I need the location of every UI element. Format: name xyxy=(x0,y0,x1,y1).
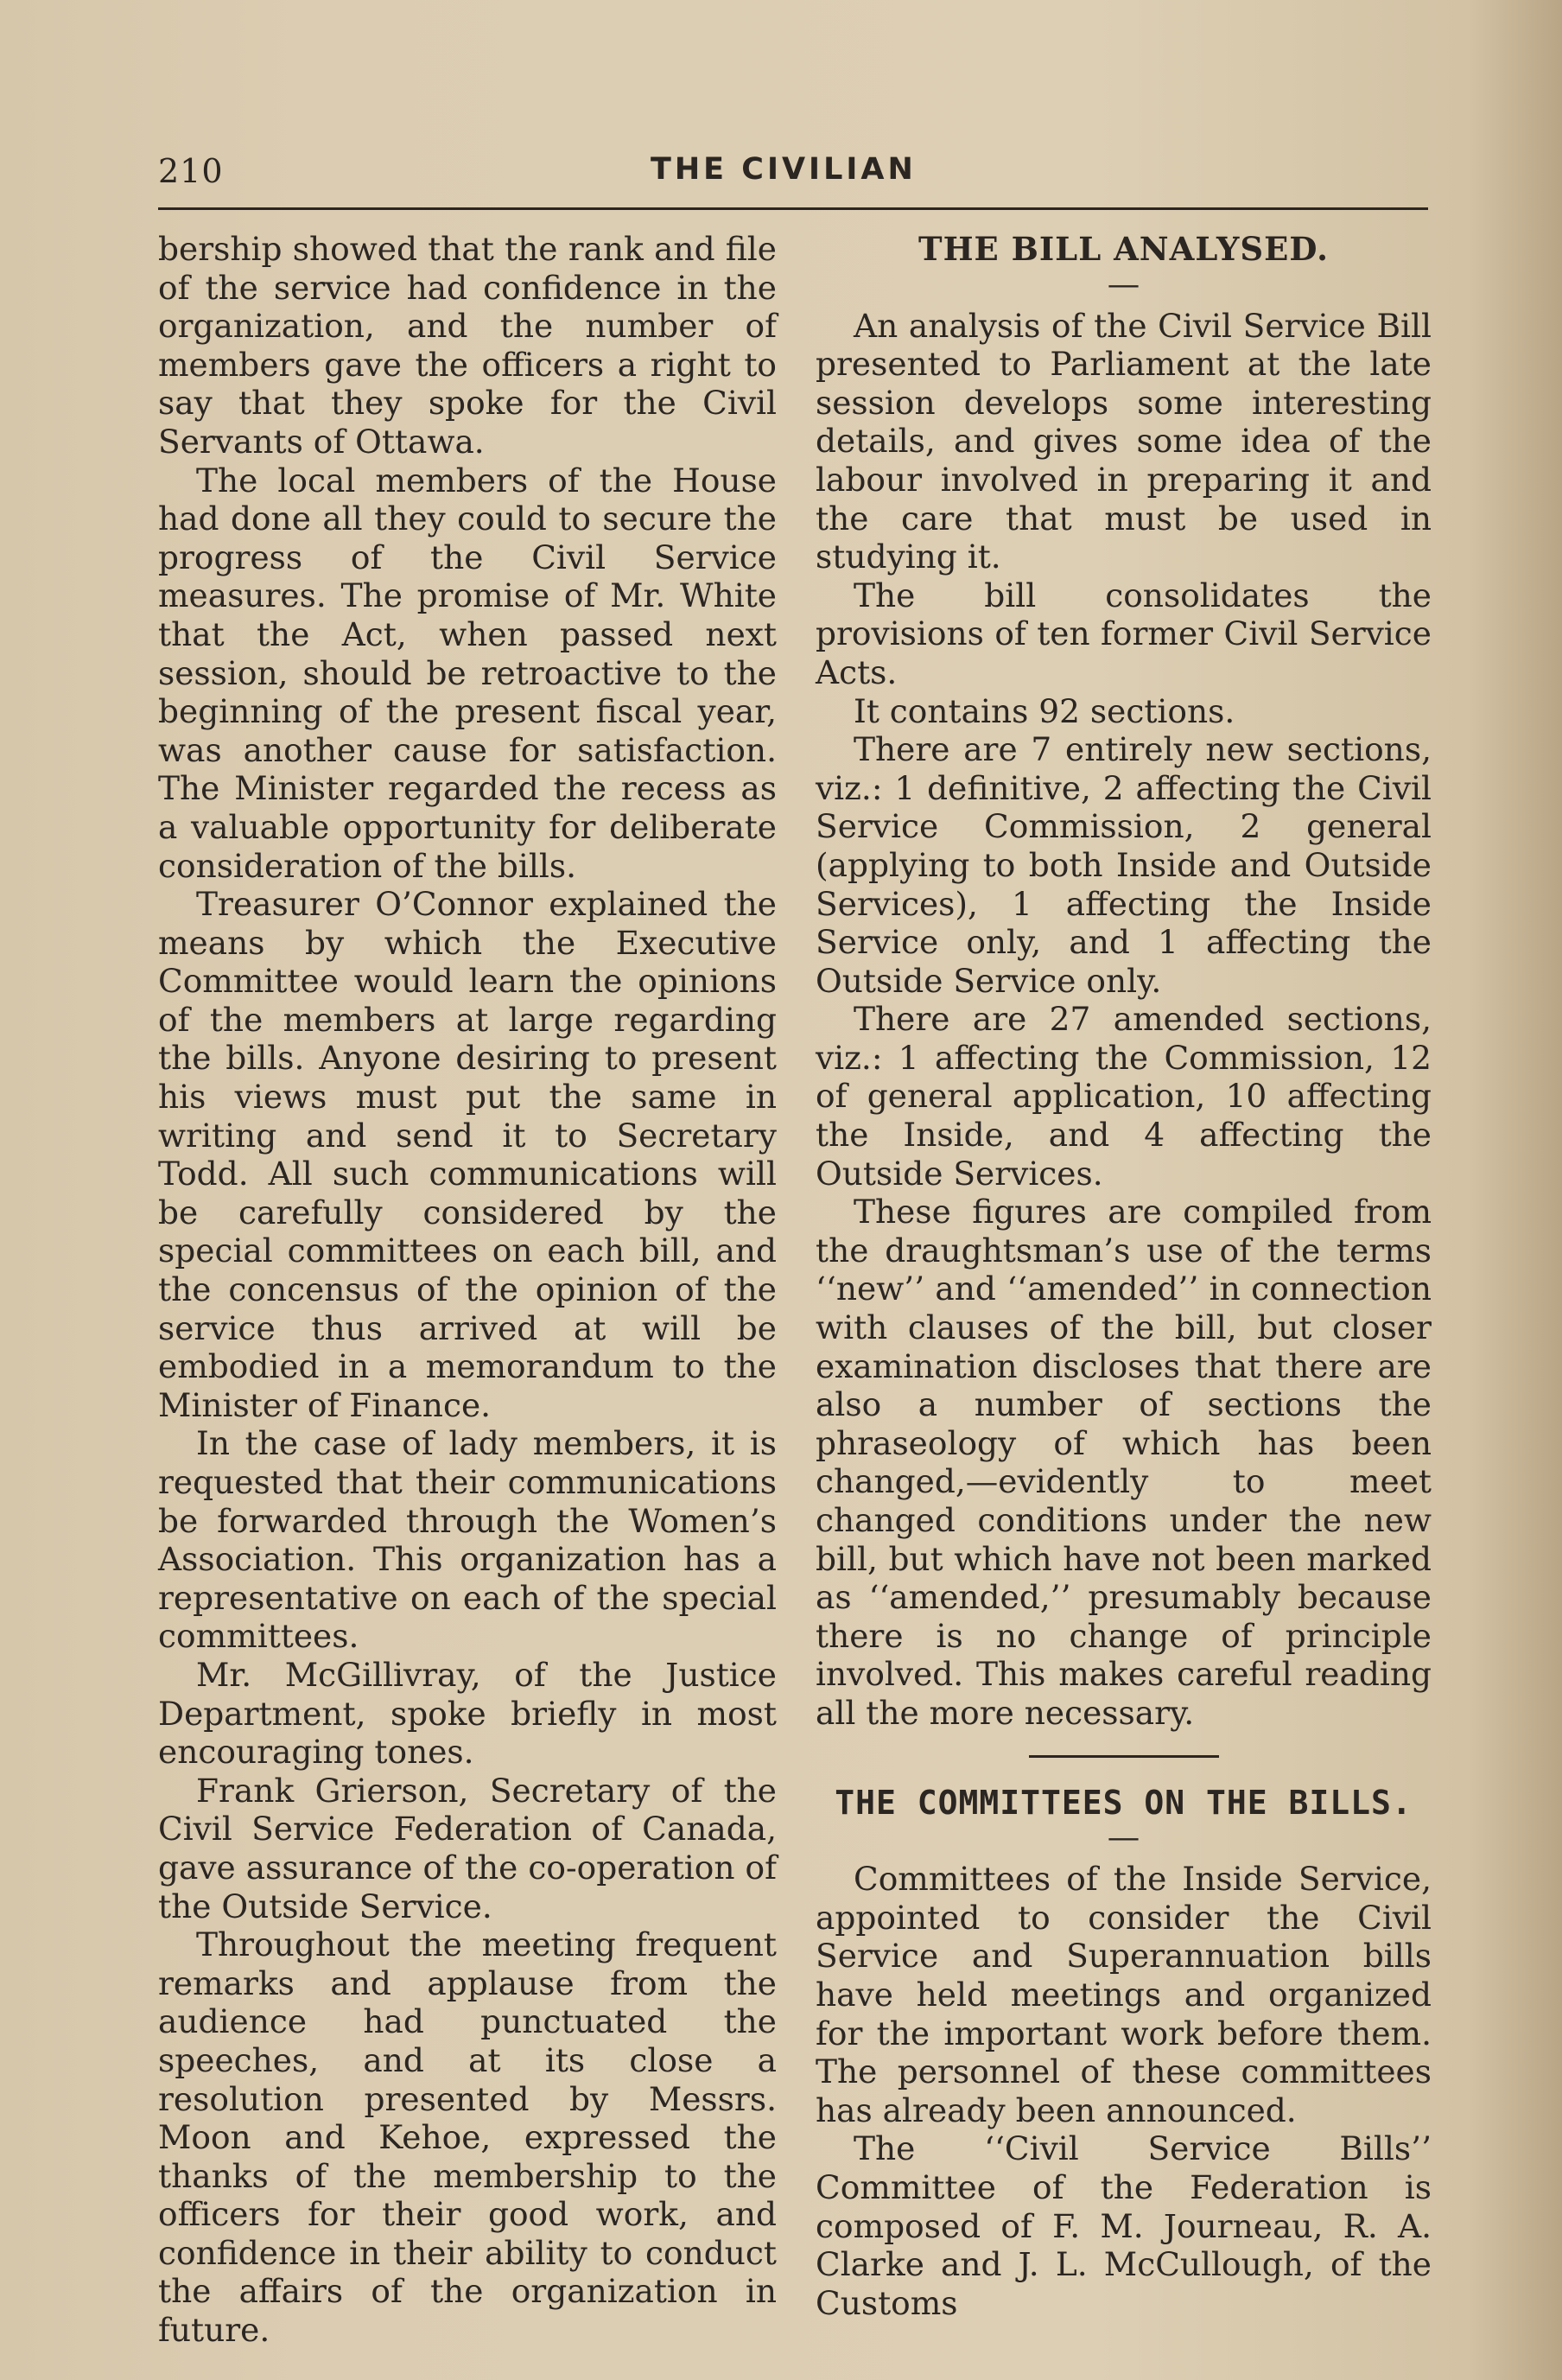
page-header xyxy=(158,149,1428,192)
paragraph: An analysis of the Civil Service Bill presented to Parliament at the late session develops some interesting details, and gives some idea of the labour involved in preparing it and the care that must be used in studying it. xyxy=(816,306,1432,576)
paragraph: There are 27 amended sections, viz.: 1 affecting the Commission, 12 of general application, 10 affecting the Inside, and 4 affecting the Outside Services. xyxy=(816,1000,1432,1193)
paragraph: bership showed that the rank and file of the service had confidence in the organization, and the number of members gave the officers a right to say that they spoke for the Civil Servants of Ottawa. xyxy=(158,230,777,461)
heading-dash: — xyxy=(1107,1817,1140,1856)
section-divider xyxy=(1029,1755,1219,1758)
right-column xyxy=(816,230,1432,2322)
paragraph: It contains 92 sections. xyxy=(854,691,1235,730)
paragraph: The ‘‘Civil Service Bills’’ Committee of the Federation is composed of F. M. Journeau, R. A. Clarke and J. L. McCullough, of the Customs xyxy=(816,2129,1432,2322)
section-heading-committees: THE COMMITTEES ON THE BILLS. xyxy=(835,1783,1413,1822)
paragraph: Throughout the meeting frequent remarks and applause from the audience had punctuated the speeches, and at its close a resolution presented by Messrs. Moon and Kehoe, expressed the thanks of the membership to the officers for their good work, and confidence in their ability to conduct the affairs of the organization in future. xyxy=(158,1925,777,2350)
paragraph: These figures are compiled from the draughtsman’s use of the terms ‘‘new’’ and ‘‘amended’’ in connection with clauses of the bill, but closer examination discloses that there are also a number of sections the phraseology of which has been changed,—evidently to meet changed conditions under the new bill, but which have not been marked as ‘‘amended,’’ presumably because there is no change of principle involved. This makes careful reading all the more necessary. xyxy=(816,1193,1432,1732)
paragraph: In the case of lady members, it is requested that their communications be forwarded through the Women’s Association. This organization has a representative on each of the special committees. xyxy=(158,1424,777,1656)
heading-dash: — xyxy=(1107,264,1140,302)
paragraph: Frank Grierson, Secretary of the Civil Service Federation of Canada, gave assurance of the co-operation of the Outside Service. xyxy=(158,1771,777,1925)
paragraph: Committees of the Inside Service, appointed to consider the Civil Service and Superannuation bills have held meetings and organized for the important work before them. The personnel of these committees has already been announced. xyxy=(816,1860,1432,2129)
paragraph: The local members of the House had done all they could to secure the progress of the Civil Service measures. The promise of Mr. White that the Act, when passed next session, should be retroactive to the beginning of the present fiscal year, was another cause for satisfaction. The Minister regarded the recess as a valuable opportunity for deliberate consideration of the bills. xyxy=(158,461,777,885)
paragraph: The bill consolidates the provisions of ten former Civil Service Acts. xyxy=(816,576,1432,691)
page-number: 210 xyxy=(158,152,224,190)
section-heading-bill-analysed: THE BILL ANALYSED. xyxy=(918,230,1329,268)
header-rule xyxy=(158,207,1428,210)
left-column xyxy=(158,230,777,2350)
paragraph: Mr. McGillivray, of the Justice Department, spoke briefly in most encouraging tones. xyxy=(158,1655,777,1772)
paragraph: There are 7 entirely new sections, viz.: 1 definitive, 2 affecting the Civil Service Commission, 2 general (applying to both Inside and Outside Services), 1 affecting the Inside Service only, and 1 affecting the Outside Service only. xyxy=(816,730,1432,1000)
paragraph: Treasurer O’Connor explained the means by which the Executive Committee would learn the opinions of the members at large regarding the bills. Anyone desiring to present his views must put the same in writing and send it to Secretary Todd. All such communications will be carefully considered by the special committees on each bill, and the concensus of the opinion of the service thus arrived at will be embodied in a memorandum to the Minister of Finance. xyxy=(158,885,777,1424)
journal-title: THE CIVILIAN xyxy=(651,152,917,187)
